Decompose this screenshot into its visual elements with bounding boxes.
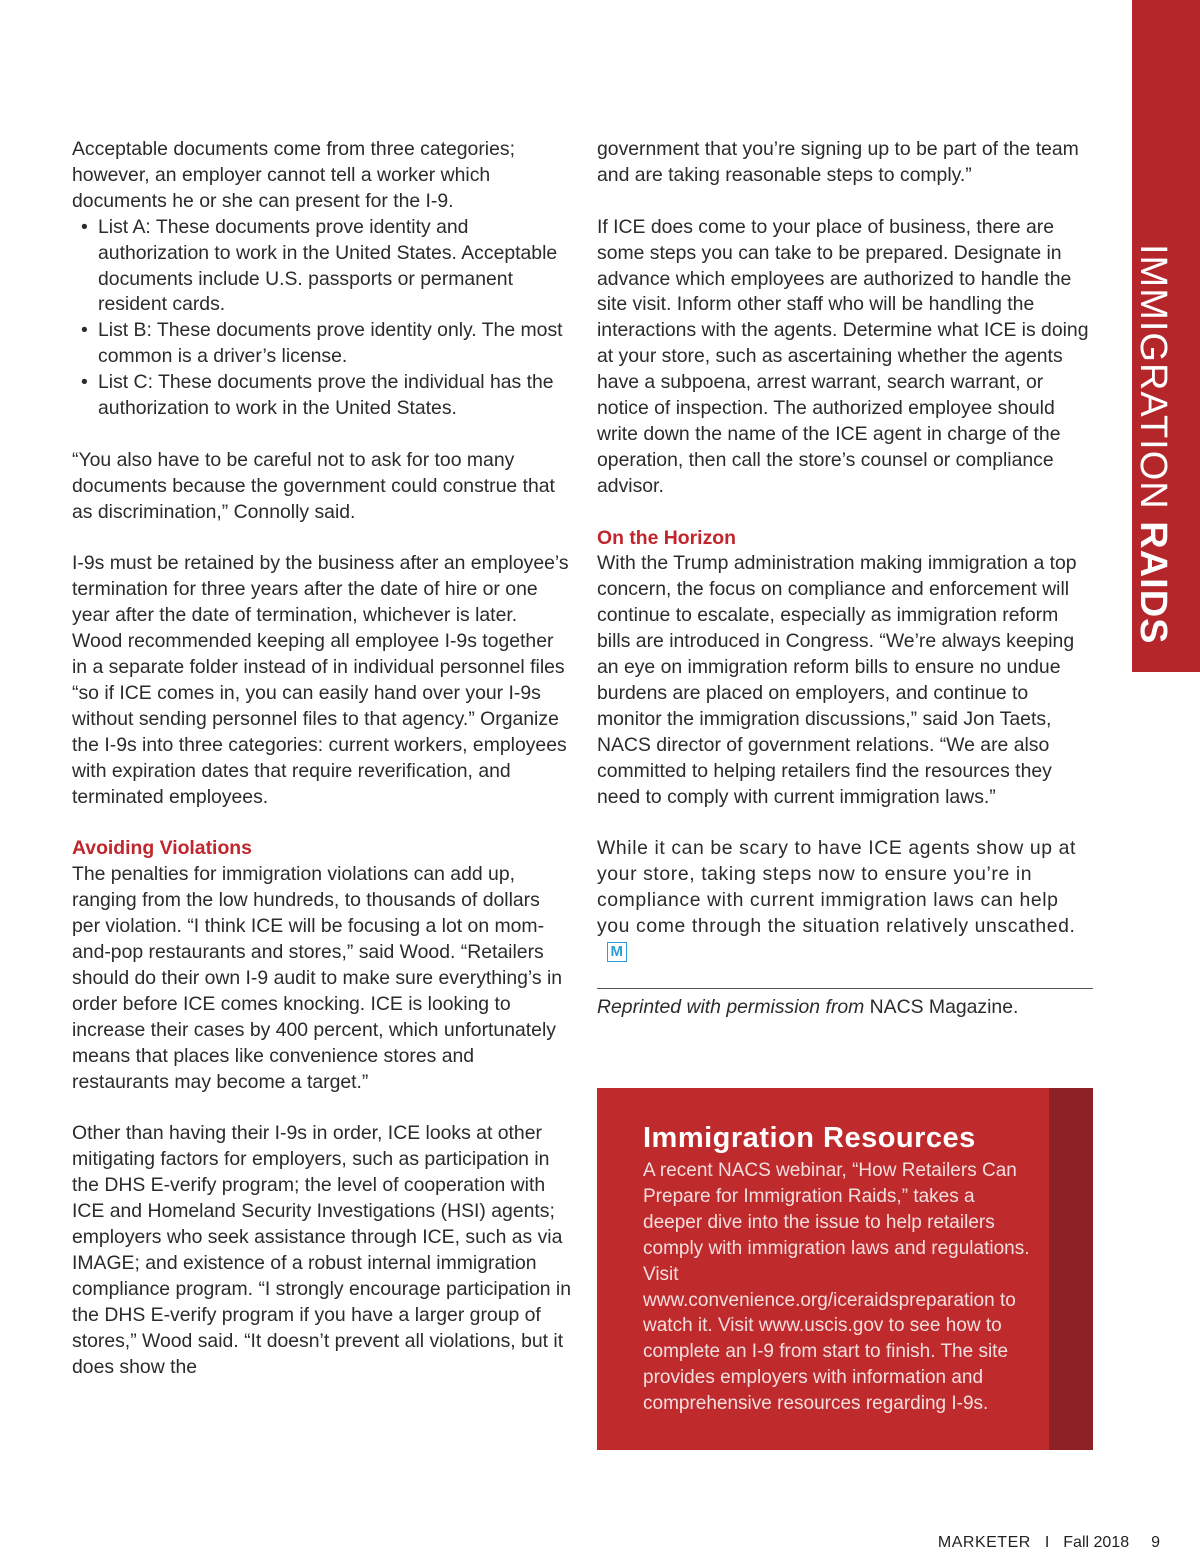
footer-magazine: MARKETER (937, 1534, 1031, 1551)
section-tab-light: IMMIGRATION (1132, 244, 1174, 522)
left-column (72, 137, 572, 1406)
box-body: A recent NACS webinar, “How Retailers Can Prepare for Immigration Raids,” takes a deeper dive into the issue to help retailers comply with immigration laws and regulations. Visit www.convenience.org/iceraidspreparation to watch it. Visit www.uscis.gov to see how to complete an I-9 from start to finish. The site provides employers with information and comprehensive resources regarding I-9s. (643, 1160, 1030, 1415)
list-item-b: • List B: These documents prove identity only. The most common is a driver’s license. (72, 318, 572, 370)
section-tab-label (1134, 244, 1172, 645)
violations-heading: Avoiding Violations (72, 837, 252, 860)
horizon-paragraph: With the Trump administration making immigration a top concern, the focus on compliance and enforcement will continue to escalate, especially as immigration reform bills are introduced in Congress. “We’re always keeping an eye on immigration reform bills to ensure no undue burdens are placed on employers, and continue to monitor the immigration discussions,” said Jon Taets, NACS director of government relations. “We are also committed to helping retailers find the resources they need to comply with current immigration laws.” (597, 552, 1077, 808)
magazine-end-mark-icon: M (607, 942, 627, 962)
footer-separator: I (1044, 1534, 1050, 1551)
mitigating-factors-paragraph: Other than having their I-9s in order, ICE looks at other mitigating factors for employers, such as participation in the DHS E-verify program; the level of cooperation with ICE and Homeland Security Investigations (HSI) agents; employers who seek assistance through ICE, such as via IMAGE; and existence of a robust internal immigration compliance program. “I strongly encourage participation in the DHS E-verify program if you have a larger group of stores,” Wood said. “It doesn’t prevent all violations, but it does show the (72, 1122, 572, 1378)
reprint-prefix: Reprinted with permission from (597, 995, 865, 1018)
footer-issue: Fall 2018 (1063, 1534, 1130, 1551)
retention-paragraph: I-9s must be retained by the business after an employee’s termination for three years after the date of hire or one year after the date of termination, whichever is later. Wood recommended keeping all employee I-9s together in a separate folder instead of in individual personnel files “so if ICE comes in, you can easily hand over your I-9s without sending personnel files to that agency.” Organize the I-9s into three categories: current workers, employees with expiration dates that require reverification, and terminated employees. (72, 552, 569, 808)
document-lists (72, 215, 572, 422)
documents-intro-text: Acceptable documents come from three categories; however, an employer cannot tell a worker which documents he or she can present for the I-9. (72, 138, 515, 212)
box-accent-stripe (1049, 1088, 1093, 1450)
immigration-resources-box (597, 1088, 1093, 1450)
horizon-heading: On the Horizon (597, 526, 736, 549)
section-tab-bold: RAIDS (1132, 521, 1174, 645)
list-item-a: • List A: These documents prove identity and authorization to work in the United States. Acceptable documents include U.S. passports or permanent resident cards. (72, 215, 572, 319)
reprint-divider (597, 988, 1093, 989)
penalties-paragraph: The penalties for immigration violations can add up, ranging from the low hundreds, to thousands of dollars per violation. “I think ICE will be focusing a lot on mom-and-pop restaurants and stores,” said Wood. “Retailers should do their own I-9 audit to make sure everything’s in order before ICE comes knocking. ICE is looking to increase their cases by 400 percent, which unfortunately means that places like convenience stores and restaurants may become a target.” (72, 863, 563, 1093)
ice-visit-paragraph: If ICE does come to your place of business, there are some steps you can take to be prepared. Designate in advance which employees are authorized to handle the site visit. Inform other staff who will be handling the interactions with the agents. Determine what ICE is doing at your store, such as ascertaining whether the agents have a subpoena, arrest warrant, search warrant, or notice of inspection. The authorized employee should write down the name of the ICE agent in charge of the operation, then call the store’s counsel or compliance advisor. (597, 215, 1089, 497)
box-title: Immigration Resources (643, 1122, 976, 1154)
reprint-credit (597, 995, 1097, 1021)
closing-paragraph (597, 836, 1097, 966)
connolly-quote: “You also have to be careful not to ask for too many documents because the government could construe that as discrimination,” Connolly said. (72, 448, 555, 523)
right-column (597, 137, 1097, 1047)
documents-intro (72, 137, 572, 215)
closing-text: While it can be scary to have ICE agents show up at your store, taking steps now to ensure you’re in compliance with current immigration laws can help you come through the situation relatively unscathed. (597, 837, 1076, 938)
page-footer (938, 1534, 1160, 1552)
list-item-c: • List C: These documents prove the individual has the authorization to work in the United States. (72, 370, 572, 422)
footer-page-number: 9 (1151, 1534, 1160, 1551)
continued-paragraph: government that you’re signing up to be part of the team and are taking reasonable steps to comply.” (597, 138, 1079, 186)
reprint-source: NACS Magazine. (869, 995, 1019, 1018)
